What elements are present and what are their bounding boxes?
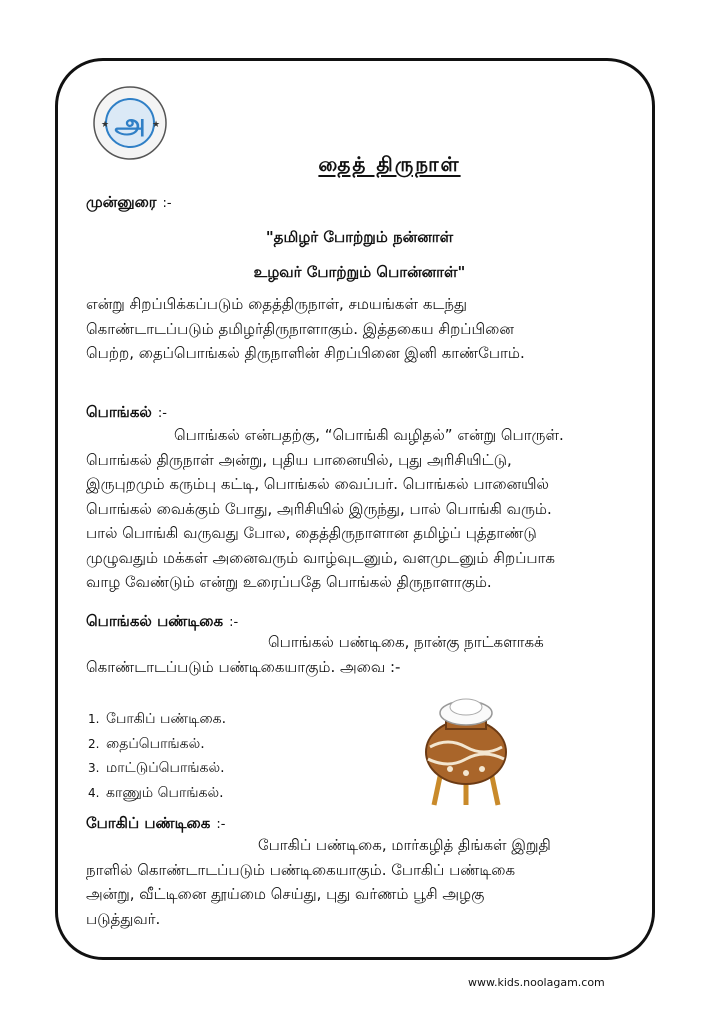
intro-paragraph: என்று சிறப்பிக்கப்படும் தைத்திருநாள், சமயங்கள் கடந்து கொண்டாடப்படும் தமிழர்திருநாளாகும். இத்தகைய சிறப்பினை பெற்ற, தைப்பொங்கல் திருநாளின் சிறப்பினை இனி காண்போம். [86, 295, 525, 362]
list-item: 1. போகிப் பண்டிகை. [88, 711, 227, 727]
intro-heading: முன்னுரை :- [86, 193, 172, 211]
festival-paragraph: பொங்கல் பண்டிகை, நான்கு நாட்களாகக் கொண்டாடப்படும் பண்டிகையாகும். அவை :- [86, 633, 544, 676]
svg-text:அ: அ [114, 107, 146, 140]
bhogi-heading: போகிப் பண்டிகை :- [86, 814, 226, 832]
list-item: 4. காணும் பொங்கல். [88, 784, 224, 801]
intro-quote-line1: "தமிழர் போற்றும் நன்னாள் [265, 228, 454, 246]
svg-text:★: ★ [152, 120, 161, 130]
svg-text:★: ★ [101, 120, 110, 130]
footer-url: www.kids.noolagam.com [468, 976, 605, 989]
bhogi-paragraph: போகிப் பண்டிகை, மார்கழித் திங்கள் இறுதி நாளில் கொண்டாடப்படும் பண்டிகையாகும். போகிப் பண்டிகை அன்று, வீட்டினை தூய்மை செய்து, புது வர்ணம் பூசி அழகு படுத்துவர். [86, 836, 551, 928]
list-item: 2. தைப்பொங்கல். [88, 735, 205, 752]
pongal-pot-icon [420, 697, 512, 807]
pongal-heading: பொங்கல் :- [86, 403, 167, 421]
tamil-logo-icon [92, 85, 168, 161]
list-item: 3. மாட்டுப்பொங்கல். [88, 760, 225, 776]
festival-list [88, 707, 226, 805]
intro-quote-line2: உழவர் போற்றும் பொன்னாள்" [253, 263, 466, 281]
page-title: தைத் திருநாள் [318, 152, 461, 176]
festival-heading: பொங்கல் பண்டிகை :- [86, 612, 239, 630]
pongal-paragraph: பொங்கல் என்பதற்கு, “பொங்கி வழிதல்” என்று பொருள். பொங்கல் திருநாள் அன்று, புதிய பானையில், புது அரிசியிட்டு, இருபுறமும் கரும்பு கட்டி, பொங்கல் வைப்பர். பொங்கல் பானையில் பொங்கல் வைக்கும் போது, அரிசியில் இருந்து, பால் பொங்கி வரும். பால் பொங்கி வருவது போல, தைத்திருநாளான தமிழ்ப் புத்தாண்டு முழுவதும் மக்கள் அனைவரும் வாழ்வுடனும், வளமுடனும் சிறப்பாக வாழ வேண்டும் என்று உரைப்பதே பொங்கல் திருநாளாகும். [86, 426, 564, 591]
